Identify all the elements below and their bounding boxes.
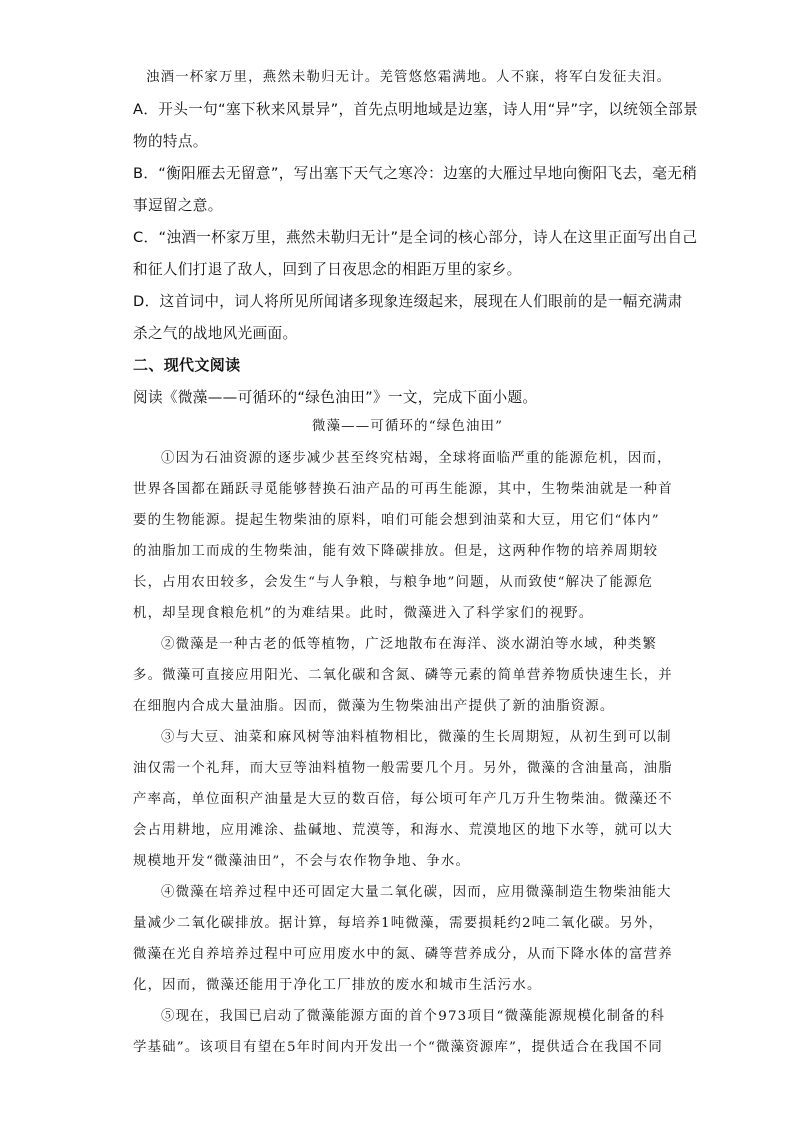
option-b-line-2: 事逗留之意。 xyxy=(133,197,223,214)
article-paragraph-1-line-5: 长，占用农田较多，会发生“与人争粮，与粮争地”问题，从而致使“解决了能源危 xyxy=(133,575,654,590)
article-title: 微藻——可循环的“绿色油田” xyxy=(312,419,504,434)
reading-instruction: 阅读《微藻——可循环的“绿色油田”》一文，完成下面小题。 xyxy=(133,389,538,406)
article-paragraph-1-line-1: ①因为石油资源的逐步减少甚至终究枯竭，全球将面临严重的能源危机，因而， xyxy=(161,451,672,466)
article-paragraph-1-line-4: 的油脂加工而成的生物柴油，能有效下降碳排放。但是，这两种作物的培养周期较 xyxy=(133,544,659,559)
poem-tail-line: 浊酒一杯家万里，燕然未勒归无计。羌管悠悠霜满地。人不寐，将军白发征夫泪。 xyxy=(146,70,672,85)
article-paragraph-5-line-1: ⑤现在，我国已启动了微藻能源方面的首个973项目“微藻能源规模化制备的科 xyxy=(161,1009,666,1024)
article-paragraph-1-line-3: 要的生物能源。提起生物柴油的原料，咱们可能会想到油菜和大豆，用它们“体内” xyxy=(133,513,660,528)
article-paragraph-2-line-2: 多。微藻可直接应用阳光、二氧化碳和含氮、磷等元素的简单营养物质快速生长，并 xyxy=(133,668,673,683)
option-b-line-1: B．“衡阳雁去无留意”，写出塞下天气之寒冷：边塞的大雁过早地向衡阳飞去，毫无稍 xyxy=(133,165,698,182)
option-c-line-1: C．“浊酒一杯家万里，燕然未勒归无计”是全词的核心部分，诗人在这里正面写出自己 xyxy=(133,229,698,246)
article-paragraph-4-line-2: 量减少二氧化碳排放。据计算，每培养1吨微藻，需要损耗约2吨二氧化碳。另外， xyxy=(133,916,664,931)
article-paragraph-3-line-1: ③与大豆、油菜和麻风树等油料植物相比，微藻的生长周期短，从初生到可以制 xyxy=(161,730,672,745)
option-a-line-2: 物的特点。 xyxy=(133,133,208,150)
article-paragraph-3-line-2: 油仅需一个礼拜，而大豆等油料植物一般需要几个月。另外，微藻的含油量高，油脂 xyxy=(133,761,673,776)
article-paragraph-1-line-6: 机，却呈现食粮危机”的为难结果。此时，微藻进入了科学家们的视野。 xyxy=(133,606,594,621)
article-paragraph-4-line-1: ④微藻在培养过程中还可固定大量二氧化碳，因而，应用微藻制造生物柴油能大 xyxy=(161,885,672,900)
article-paragraph-4-line-4: 化，因而，微藻还能用于净化工厂排放的废水和城市生活污水。 xyxy=(133,978,542,993)
article-paragraph-5-line-2: 学基础”。该项目有望在5年时间内开发出一个“微藻资源库”，提供适合在我国不同 xyxy=(133,1040,663,1055)
article-paragraph-3-line-3: 产率高，单位面积产油量是大豆的数百倍，每公顷可年产几万升生物柴油。微藻还不 xyxy=(133,792,673,807)
option-a-line-1: A．开头一句“塞下秋来风景异”，首先点明地域是边塞，诗人用“异”字，以统领全部景 xyxy=(133,101,699,118)
article-paragraph-2-line-3: 在细胞内合成大量油脂。因而，微藻为生物柴油出产提供了新的油脂资源。 xyxy=(133,699,615,714)
article-paragraph-1-line-2: 世界各国都在踊跃寻觅能够替换石油产品的可再生能源，其中，生物柴油就是一种首 xyxy=(133,482,673,497)
option-d-line-2: 杀之气的战地风光画面。 xyxy=(133,325,298,342)
option-d-line-1: D．这首词中，词人将所见所闻诸多现象连缀起来，展现在人们眼前的是一幅充满肃 xyxy=(133,293,683,310)
article-paragraph-2-line-1: ②微藻是一种古老的低等植物，广泛地散布在海洋、淡水湖泊等水域，种类繁 xyxy=(161,637,658,652)
article-paragraph-3-line-4: 会占用耕地，应用滩涂、盐碱地、荒漠等，和海水、荒漠地区的地下水等，就可以大 xyxy=(133,823,673,838)
section-heading: 二、现代文阅读 xyxy=(133,356,241,374)
article-paragraph-4-line-3: 微藻在光自养培养过程中可应用废水中的氮、磷等营养成分，从而下降水体的富营养 xyxy=(133,947,673,962)
option-c-line-2: 和征人们打退了敌人，回到了日夜思念的相距万里的家乡。 xyxy=(133,261,522,278)
article-paragraph-3-line-5: 规模地开发“微藻油田”，不会与农作物争地、争水。 xyxy=(133,854,471,869)
